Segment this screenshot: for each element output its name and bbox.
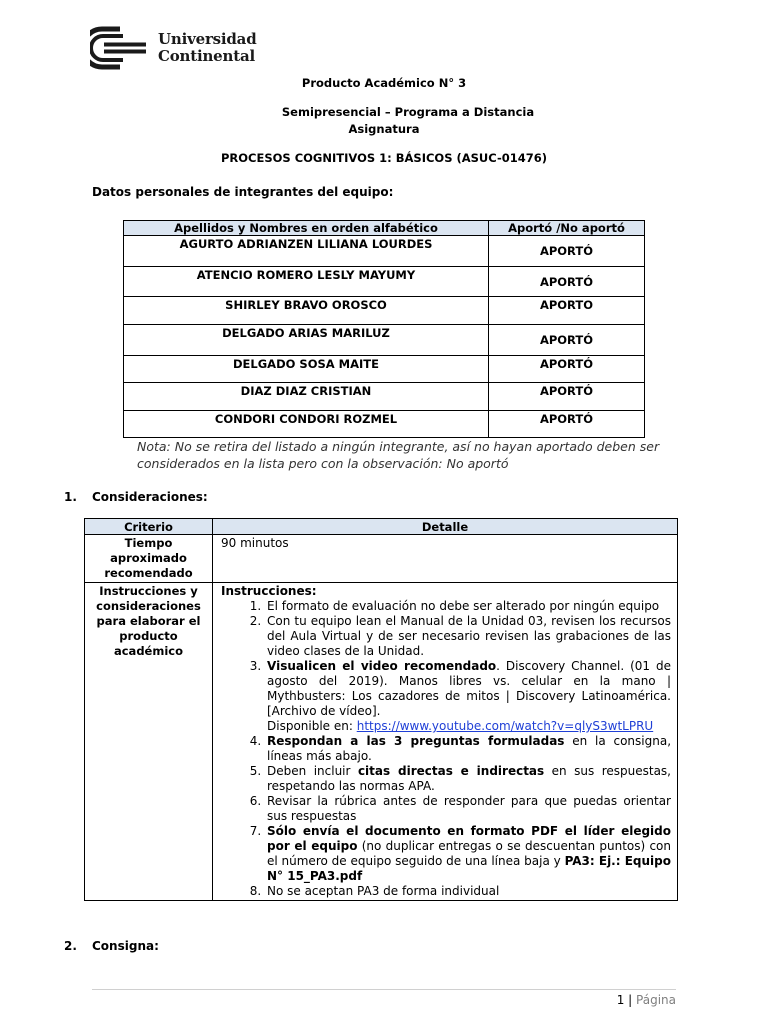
product-title: Producto Académico N° 3 [301,76,467,90]
item-text: en sus respuestas, respetando las normas APA. [267,764,671,793]
member-status: APORTÓ [489,267,645,297]
item-text: No se aceptan PA3 de forma individual [267,884,500,898]
item-text: (no duplicar entregas o se descuentan puntos) con el número de equipo seguido de una línea baja y [267,839,672,868]
member-name: SHIRLEY BRAVO OROSCO [124,297,489,325]
page-footer [617,993,676,1007]
team-note [137,438,697,472]
item-bold-text: Sólo envía el documento en formato PDF el líder elegido por el equipo [267,824,671,853]
column-header-detalle: Detalle [213,519,678,535]
note-line-2: considerados en la lista pero con la observación: No aportó [137,456,509,471]
team-section-title: Datos personales de integrantes del equipo: [92,185,394,199]
item-bold-text: citas directas e indirectas [357,764,545,778]
member-name: CONDORI CONDORI ROZMEL [124,411,489,438]
table-row [124,411,645,438]
member-status: APORTÓ [489,325,645,356]
table-header-row [85,519,678,535]
item-bold-text: Visualicen el video recomendado [267,659,497,673]
modality-line: Semipresencial – Programa a Distancia [281,105,535,119]
column-header-status: Aportó /No aportó [489,221,645,236]
table-row [124,297,645,325]
item-bold-text: PA3: Ej.: Equipo N° 15_PA3.pdf [267,854,671,883]
table-row [85,535,678,583]
team-members-table [123,220,645,438]
column-header-names: Apellidos y Nombres en orden alfabético [124,221,489,236]
section-1-title: Consideraciones: [92,490,208,504]
member-status: APORTÓ [489,383,645,411]
list-item [265,599,671,614]
instructions-criterion: Instrucciones y consideraciones para elaborar el producto académico [85,583,213,901]
member-status: APORTÓ [489,356,645,383]
member-name: AGURTO ADRIANZEN LILIANA LOURDES [124,236,489,267]
item-text: Revisar la rúbrica antes de responder para que puedas orientar sus respuestas [267,794,671,823]
list-item [265,764,671,794]
item-text: . Discovery Channel. (01 de agosto del 2019). Manos libres vs. celular en la mano | Mythbusters: Los cazadores de mitos | Discovery Latinoamérica. [Archivo de vídeo]. [267,659,672,718]
member-status: APORTO [489,297,645,325]
logo-line-1: Universidad [158,30,257,48]
section-2-number: 2. [64,939,77,953]
footer-separator: | [624,993,637,1007]
course-title: PROCESOS COGNITIVOS 1: BÁSICOS (ASUC-01476) [221,151,547,165]
video-link[interactable]: https://www.youtube.com/watch?v=qlyS3wtLPRU [356,719,654,733]
member-name: DIAZ DIAZ CRISTIAN [124,383,489,411]
time-criterion: Tiempo aproximado recomendado [85,535,213,583]
table-row [124,267,645,297]
item-text: Con tu equipo lean el Manual de la Unidad 03, revisen los recursos del Aula Virtual y de ser necesario revisen las grabaciones de las video clases de la Unidad. [267,614,671,658]
member-name: DELGADO ARIAS MARILUZ [124,325,489,356]
list-item [265,734,671,764]
list-item [265,614,671,659]
considerations-table [84,518,678,901]
subject-label: Asignatura [348,122,420,136]
footer-divider [92,989,676,990]
page-label: Página [636,993,676,1007]
column-header-criterio: Criterio [85,519,213,535]
table-row [124,383,645,411]
list-item [265,659,671,734]
item-bold-text: Respondan a las 3 preguntas formuladas [267,734,565,748]
member-status: APORTÓ [489,236,645,267]
note-line-1: Nota: No se retira del listado a ningún integrante, así no hayan aportado deben ser [137,439,660,454]
table-row [124,236,645,267]
logo-mark-icon [90,26,152,70]
logo-line-2: Continental [158,47,255,65]
time-value: 90 minutos [213,535,678,583]
list-item [265,794,671,824]
table-row [124,356,645,383]
item-text: Deben incluir [267,764,358,778]
instructions-title: Instrucciones: [221,584,317,598]
member-status: APORTÓ [489,411,645,438]
item-text: en la consigna, líneas más abajo. [267,734,672,763]
table-row [85,583,678,901]
instructions-list [265,599,671,899]
table-row [124,325,645,356]
page-number: 1 [616,993,625,1007]
university-logo [90,26,257,70]
section-2-title: Consigna: [92,939,159,953]
table-header-row [124,221,645,236]
item-text: El formato de evaluación no debe ser alterado por ningún equipo [267,599,660,613]
instructions-detail [213,583,678,901]
available-label: Disponible en: [267,719,357,733]
member-name: ATENCIO ROMERO LESLY MAYUMY [124,267,489,297]
list-item [265,824,671,884]
section-1-number: 1. [64,490,77,504]
list-item [265,884,671,899]
member-name: DELGADO SOSA MAITE [124,356,489,383]
